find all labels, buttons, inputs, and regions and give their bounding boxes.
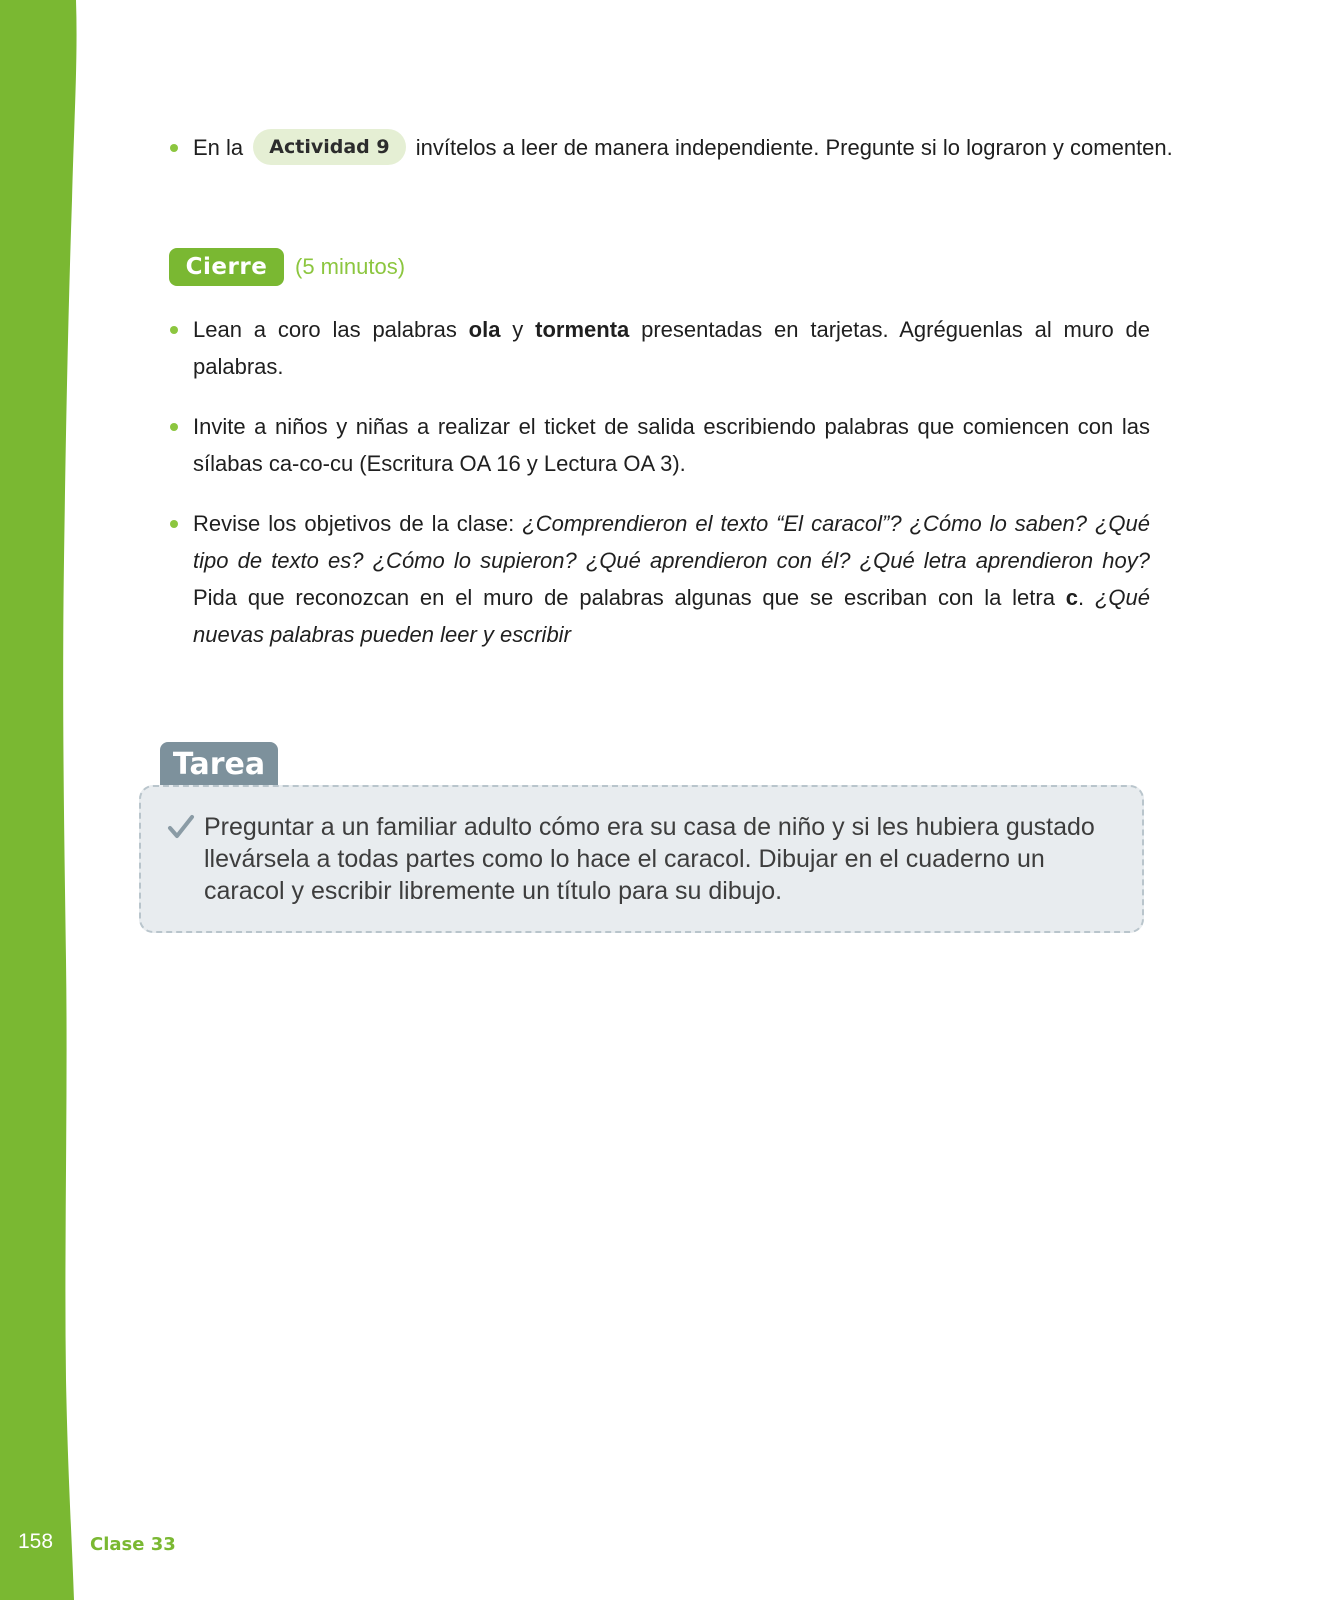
bullet-3-italic-final: ¿Qué nuevas palabras pueden leer y escribir: [193, 585, 1150, 647]
tarea-text: Preguntar a un familiar adulto cómo era su casa de niño y si les hubiera gustado llevársela a todas partes como lo hace el caracol. Dibujar en el cuaderno un caracol y escribir libremente un título para su dibujo.: [204, 813, 1095, 905]
cierre-badge: Cierre: [169, 248, 284, 286]
bullet-3-text-c: .: [1078, 585, 1095, 610]
bullet-item: [170, 408, 1150, 482]
check-icon: [167, 813, 195, 841]
bullet-3-bold-letter: c: [1065, 585, 1079, 610]
bullet-1-text-a: Lean a coro las palabras: [193, 317, 469, 342]
bullet-1-text-c: presentadas en tarjetas. Agréguenlas al muro de palabras.: [193, 317, 1150, 379]
bullet-1-bold-ola: ola: [468, 317, 501, 342]
tarea-title: Tarea: [160, 742, 278, 788]
activity-prefix: En la: [193, 135, 244, 160]
activity-pill: Actividad 9: [253, 129, 405, 165]
tarea-box: [139, 785, 1144, 933]
side-green-band: [0, 0, 90, 1600]
bullet-item: [170, 505, 1150, 653]
bullet-dot: [170, 144, 178, 152]
bullet-1-bold-tormenta: tormenta: [535, 317, 630, 342]
bullet-3-italic-questions: ¿Comprendieron el texto “El caracol”? ¿Cómo lo saben? ¿Qué tipo de texto es? ¿Cómo lo supieron? ¿Qué aprendieron con él? ¿Qué letra aprendieron hoy?: [193, 511, 1151, 573]
bullet-3-text-a: Revise los objetivos de la clase:: [193, 511, 523, 536]
activity-instruction: [170, 129, 1173, 167]
activity-suffix: invítelos a leer de manera independiente. Pregunte si lo lograron y comenten.: [415, 135, 1173, 160]
bullet-dot: [170, 326, 178, 334]
cierre-time: (5 minutos): [295, 254, 406, 279]
bullet-3-text-b: Pida que reconozcan en el muro de palabras algunas que se escriban con la letra: [193, 585, 1066, 610]
bullet-2-text: Invite a niños y niñas a realizar el ticket de salida escribiendo palabras que comiencen con las sílabas ca-co-cu (Escritura OA 16 y Lectura OA 3).: [193, 414, 1150, 476]
bullet-dot: [170, 423, 178, 431]
page-number: 158: [18, 1530, 54, 1553]
bullet-dot: [170, 520, 178, 528]
bullet-1-text-b: y: [500, 317, 536, 342]
bullet-item: [170, 311, 1150, 385]
class-label: Clase 33: [90, 1534, 176, 1555]
